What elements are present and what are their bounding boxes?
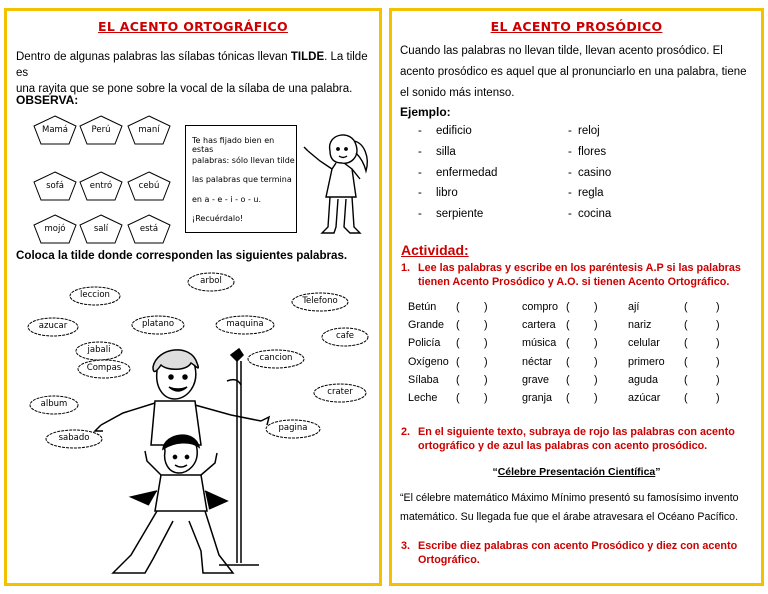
- grid-word: néctar: [522, 355, 553, 368]
- pentagon-word: entró: [79, 171, 123, 201]
- example-word: silla: [436, 146, 456, 158]
- actividad-heading: Actividad:: [401, 242, 469, 258]
- task-1-number: 1.: [401, 262, 411, 274]
- intro-text-1: Dentro de algunas palabras las sílabas tónicas llevan: [16, 51, 291, 63]
- answer-paren-open[interactable]: (: [684, 373, 688, 386]
- observa-heading: OBSERVA:: [16, 93, 79, 107]
- text-title-label: Célebre Presentación Científica: [497, 466, 656, 478]
- answer-paren-open[interactable]: (: [684, 337, 688, 350]
- grid-word: cartera: [522, 319, 556, 332]
- reminder-note-box: [185, 125, 297, 233]
- answer-paren-open[interactable]: (: [566, 337, 570, 350]
- answer-paren-close: ): [594, 392, 598, 404]
- reading-text: [400, 489, 762, 527]
- cloud-word: azucar: [27, 317, 79, 337]
- right-intro: [400, 41, 762, 104]
- grid-word: nariz: [628, 319, 652, 332]
- text-line: “El célebre matemático Máximo Mínimo presentó su famosísimo invento: [400, 492, 739, 504]
- ejemplo-heading: Ejemplo:: [400, 105, 451, 119]
- quote-close: ”: [655, 466, 661, 478]
- task-2-number: 2.: [401, 426, 411, 438]
- note-line: las palabras que termina: [192, 175, 292, 184]
- cloud-word: platano: [131, 315, 185, 335]
- answer-paren-close: ): [716, 319, 720, 332]
- grid-word: música: [522, 337, 557, 350]
- example-word: serpiente: [436, 208, 484, 220]
- left-panel-ortografico: [4, 8, 382, 586]
- answer-paren-close: ): [484, 392, 488, 404]
- note-line: en a - e - i - o - u.: [192, 195, 261, 204]
- task-line: Ortográfico.: [418, 554, 480, 566]
- task-3-number: 3.: [401, 540, 411, 552]
- answer-paren-close: ): [716, 392, 720, 404]
- example-word: reloj: [578, 125, 600, 137]
- answer-paren-open[interactable]: (: [684, 319, 688, 332]
- answer-paren-open[interactable]: (: [566, 301, 570, 313]
- grid-word: Sílaba: [408, 373, 439, 386]
- cloud-word: jabali: [75, 341, 123, 361]
- girl-pointing-illustration: [300, 123, 380, 241]
- right-title: EL ACENTO PROSÓDICO: [490, 19, 663, 34]
- intro-line: el sonido más intenso.: [400, 87, 515, 99]
- dash-marker: -: [568, 167, 572, 179]
- answer-paren-close: ): [594, 319, 598, 332]
- task-1-text: [418, 261, 762, 289]
- cloud-word: crater: [313, 383, 367, 403]
- intro-text-1b: . La tilde es: [16, 51, 368, 79]
- answer-paren-close: ): [594, 373, 598, 386]
- grid-word: granja: [522, 392, 553, 404]
- example-word: cocina: [578, 208, 612, 220]
- answer-paren-close: ): [716, 373, 720, 386]
- dash-marker: -: [568, 208, 572, 220]
- answer-paren-open[interactable]: (: [566, 373, 570, 386]
- answer-paren-open[interactable]: (: [684, 392, 688, 404]
- intro-bold-tilde: TILDE: [290, 51, 325, 63]
- grid-word: primero: [628, 355, 665, 368]
- intro-text-2: una rayita que se pone sobre la vocal de la sílaba de una palabra.: [16, 83, 353, 95]
- dash-marker: -: [418, 208, 422, 220]
- pentagon-word: está: [127, 214, 171, 244]
- intro-line: acento prosódico es aquel que al pronunciarlo en una palabra, tiene: [400, 66, 747, 78]
- example-word: edificio: [436, 125, 472, 137]
- answer-paren-close: ): [716, 301, 720, 313]
- pentagon-word: Mamá: [33, 115, 77, 145]
- instruction-coloca-tilde: Coloca la tilde donde corresponden las siguientes palabras.: [16, 249, 348, 262]
- dash-marker: -: [418, 125, 422, 137]
- grid-word: ají: [628, 301, 640, 313]
- quote-open: “: [492, 466, 498, 478]
- grid-word: Leche: [408, 392, 438, 404]
- example-word: libro: [436, 187, 458, 199]
- answer-paren-open[interactable]: (: [566, 355, 570, 368]
- answer-paren-open[interactable]: (: [456, 319, 460, 332]
- pentagon-word: sofá: [33, 171, 77, 201]
- pentagon-word: mojó: [33, 214, 77, 244]
- example-word: regla: [578, 187, 604, 199]
- grid-word: Policía: [408, 337, 441, 350]
- answer-paren-close: ): [484, 319, 488, 332]
- cloud-word: leccion: [69, 286, 121, 306]
- right-panel-prosodico: [389, 8, 764, 586]
- answer-paren-close: ): [484, 373, 488, 386]
- cloud-word: album: [29, 395, 79, 415]
- answer-paren-close: ): [484, 355, 488, 368]
- task-line: tienen Acento Prosódico y A.O. si tienen Acento Ortográfico.: [418, 276, 730, 288]
- answer-paren-close: ): [594, 301, 598, 313]
- task-line: ortográfico y de azul las palabras con acento prosódico.: [418, 440, 708, 452]
- example-word: casino: [578, 167, 612, 179]
- dash-marker: -: [418, 167, 422, 179]
- note-line: palabras: sólo llevan tilde: [192, 156, 295, 165]
- answer-paren-open[interactable]: (: [456, 392, 460, 404]
- answer-paren-open[interactable]: (: [456, 373, 460, 386]
- answer-paren-open[interactable]: (: [684, 355, 688, 368]
- pentagon-word: maní: [127, 115, 171, 145]
- grid-word: aguda: [628, 373, 659, 386]
- note-line: Te has fijado bien en estas: [192, 136, 275, 154]
- dash-marker: -: [568, 187, 572, 199]
- note-line: ¡Recuérdalo!: [192, 214, 244, 223]
- intro-line: Cuando las palabras no llevan tilde, llevan acento prosódico. El: [400, 45, 723, 57]
- pentagon-word: Perú: [79, 115, 123, 145]
- answer-paren-close: ): [594, 337, 598, 350]
- cloud-word: Compas: [77, 359, 131, 379]
- text-line: matemático. Su llegada fue que el árabe atravesara el Océano Pacífico.: [400, 511, 739, 523]
- pentagon-word: cebú: [127, 171, 171, 201]
- answer-paren-open[interactable]: (: [566, 319, 570, 332]
- grid-word: celular: [628, 337, 660, 350]
- answer-paren-close: ): [716, 355, 720, 368]
- cloud-word: Telefono: [291, 292, 349, 312]
- text-title: [392, 466, 761, 478]
- answer-paren-close: ): [594, 355, 598, 368]
- task-line: En el siguiente texto, subraya de rojo las palabras con acento: [418, 426, 735, 438]
- cloud-word: maquina: [215, 315, 275, 335]
- answer-paren-open[interactable]: (: [456, 337, 460, 350]
- grid-word: compro: [522, 301, 559, 313]
- cloud-word: pagina: [265, 419, 321, 439]
- cloud-word: sabado: [45, 429, 103, 449]
- grid-word: grave: [522, 373, 550, 386]
- answer-paren-close: ): [484, 337, 488, 350]
- example-word: flores: [578, 146, 607, 158]
- answer-paren-open[interactable]: (: [684, 301, 688, 313]
- pentagon-word: salí: [79, 214, 123, 244]
- grid-word: Oxígeno: [408, 355, 449, 368]
- cloud-word: cancion: [247, 349, 305, 369]
- dash-marker: -: [568, 125, 572, 137]
- cloud-word: arbol: [187, 272, 235, 292]
- answer-paren-close: ): [484, 301, 488, 313]
- dash-marker: -: [418, 146, 422, 158]
- grid-word: Grande: [408, 319, 445, 332]
- answer-paren-open[interactable]: (: [456, 301, 460, 313]
- grid-word: Betún: [408, 301, 437, 313]
- answer-paren-open[interactable]: (: [456, 355, 460, 368]
- task-line: Lee las palabras y escribe en los paréntesis A.P si las palabras: [418, 262, 741, 274]
- example-word: enfermedad: [436, 167, 498, 179]
- dash-marker: -: [418, 187, 422, 199]
- cloud-word: cafe: [321, 327, 369, 347]
- grid-word: azúcar: [628, 392, 661, 404]
- left-title: EL ACENTO ORTOGRÁFICO: [98, 19, 288, 34]
- task-2-text: [418, 425, 762, 453]
- singers-with-microphone-illustration: [91, 341, 281, 581]
- answer-paren-close: ): [716, 337, 720, 350]
- task-3-text: [418, 539, 762, 567]
- answer-paren-open[interactable]: (: [566, 392, 570, 404]
- left-intro: [16, 49, 378, 97]
- task-line: Escribe diez palabras con acento Prosódico y diez con acento: [418, 540, 738, 552]
- dash-marker: -: [568, 146, 572, 158]
